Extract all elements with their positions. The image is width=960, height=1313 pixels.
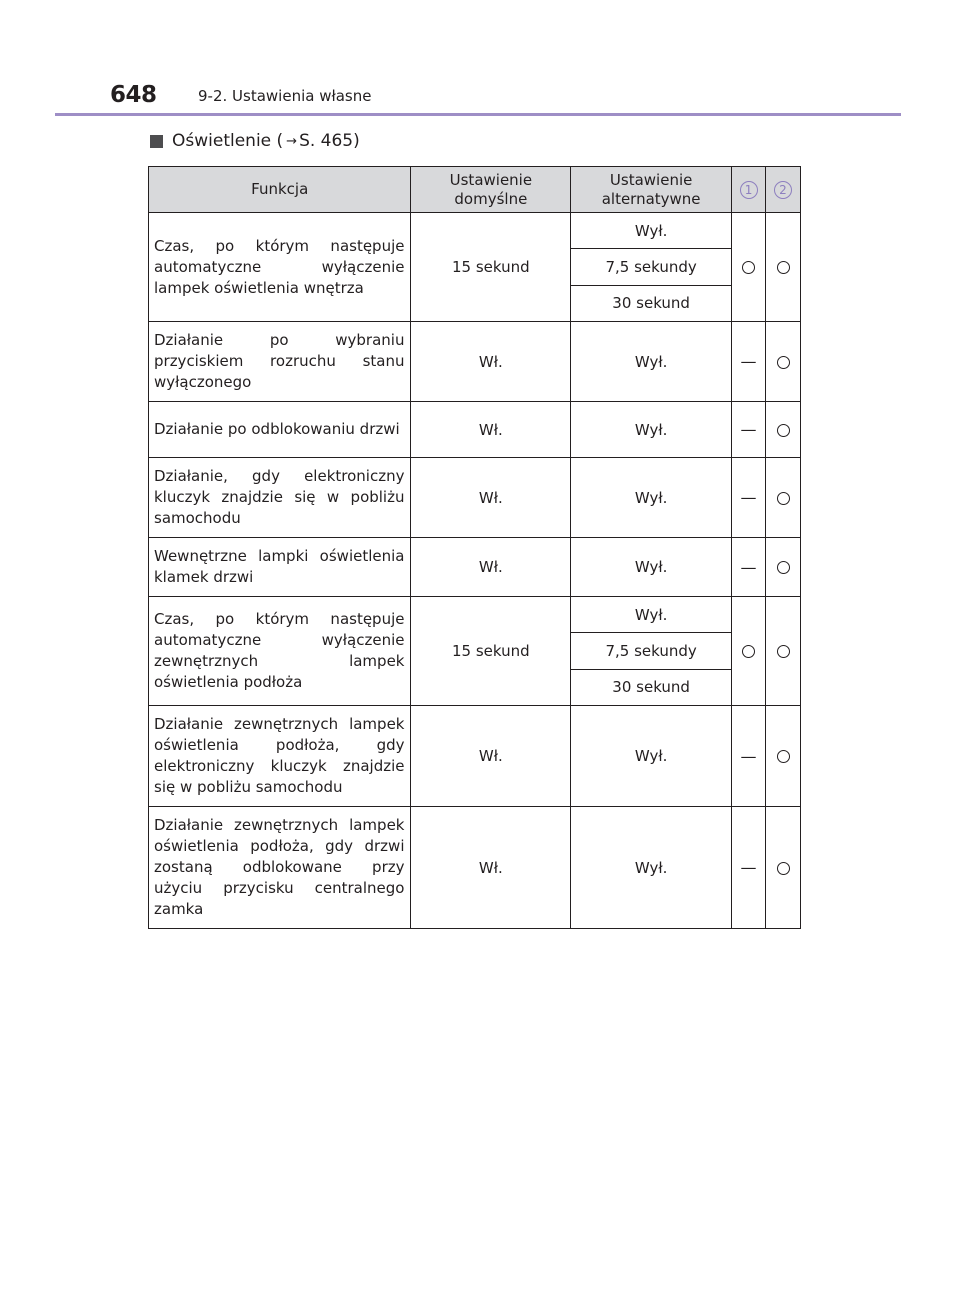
cell-default: 15 sekund bbox=[411, 597, 571, 706]
cell-alternative: Wył. bbox=[571, 322, 732, 402]
circle-available-icon bbox=[777, 561, 790, 574]
column-header-default: Ustawienie domyślne bbox=[411, 167, 571, 213]
cell-c1 bbox=[732, 458, 766, 538]
cell-c1 bbox=[732, 402, 766, 458]
cell-default: Wł. bbox=[411, 538, 571, 597]
settings-table bbox=[148, 166, 801, 929]
cell-c2 bbox=[766, 213, 801, 322]
table-row bbox=[149, 538, 801, 597]
dash-unavailable-icon: — bbox=[740, 352, 757, 371]
cell-c1 bbox=[732, 807, 766, 929]
cell-c2 bbox=[766, 458, 801, 538]
cell-function: Działanie po wybraniu przyciskiem rozruchu stanu wyłączonego bbox=[149, 322, 411, 402]
circle-available-icon bbox=[742, 645, 755, 658]
column-header-function: Funkcja bbox=[149, 167, 411, 213]
circle-available-icon bbox=[777, 492, 790, 505]
cell-c2 bbox=[766, 807, 801, 929]
heading-page-ref[interactable]: S. 465) bbox=[299, 131, 360, 151]
cell-c1 bbox=[732, 213, 766, 322]
circle-available-icon bbox=[777, 261, 790, 274]
section-heading bbox=[150, 131, 360, 151]
header-rule bbox=[55, 113, 901, 116]
dash-unavailable-icon: — bbox=[740, 420, 757, 439]
cell-default: Wł. bbox=[411, 322, 571, 402]
dash-unavailable-icon: — bbox=[740, 746, 757, 766]
column-header-1 bbox=[732, 167, 766, 213]
table-header-row bbox=[149, 167, 801, 213]
cell-alternative: Wył. bbox=[571, 597, 732, 633]
cell-c2 bbox=[766, 538, 801, 597]
cell-alternative: Wył. bbox=[571, 402, 732, 458]
cell-alternative: Wył. bbox=[571, 458, 732, 538]
heading-text: Oświetlenie ( bbox=[172, 131, 284, 151]
cell-function: Czas, po którym następuje automatyczne wyłączenie lampek oświetlenia wnętrza bbox=[149, 213, 411, 322]
cell-c1 bbox=[732, 538, 766, 597]
cell-alternative: Wył. bbox=[571, 807, 732, 929]
circle-available-icon bbox=[777, 645, 790, 658]
circle-available-icon bbox=[777, 862, 790, 875]
circle-available-icon bbox=[777, 750, 790, 763]
cell-alternative: Wył. bbox=[571, 538, 732, 597]
section-title: 9-2. Ustawienia własne bbox=[198, 87, 372, 105]
cell-alternative: Wył. bbox=[571, 213, 732, 249]
circle-available-icon bbox=[777, 356, 790, 369]
cell-c2 bbox=[766, 706, 801, 807]
cell-c1 bbox=[732, 322, 766, 402]
table-body bbox=[149, 213, 801, 929]
cell-alternative: Wył. bbox=[571, 706, 732, 807]
circle-available-icon bbox=[742, 261, 755, 274]
page-number: 648 bbox=[110, 82, 157, 108]
column-header-2 bbox=[766, 167, 801, 213]
cell-function: Działanie, gdy elektroniczny kluczyk znajdzie się w pobliżu samochodu bbox=[149, 458, 411, 538]
cell-alternative: 30 sekund bbox=[571, 669, 732, 705]
page-header bbox=[110, 82, 900, 112]
cell-default: 15 sekund bbox=[411, 213, 571, 322]
cell-c1 bbox=[732, 597, 766, 706]
table-row bbox=[149, 213, 801, 249]
cell-alternative: 7,5 sekundy bbox=[571, 633, 732, 669]
table-row bbox=[149, 402, 801, 458]
cell-function: Działanie zewnętrznych lampek oświetlenia podłoża, gdy drzwi zostaną odblokowane przy użyciu przycisku centralnego zamka bbox=[149, 807, 411, 929]
cell-default: Wł. bbox=[411, 402, 571, 458]
cell-default: Wł. bbox=[411, 807, 571, 929]
table-row bbox=[149, 706, 801, 807]
cell-function: Działanie zewnętrznych lampek oświetlenia podłoża, gdy elektroniczny kluczyk znajdzie się w pobliżu samochodu bbox=[149, 706, 411, 807]
table-row bbox=[149, 322, 801, 402]
cell-function: Czas, po którym następuje automatyczne wyłączenie zewnętrznych lampek oświetlenia podłoża bbox=[149, 597, 411, 706]
circled-number-2-icon: 2 bbox=[774, 181, 792, 199]
dash-unavailable-icon: — bbox=[740, 858, 757, 877]
cell-alternative: 30 sekund bbox=[571, 285, 732, 321]
square-bullet-icon bbox=[150, 135, 163, 148]
column-header-alternative: Ustawienie alternatywne bbox=[571, 167, 732, 213]
circled-number-1-icon: 1 bbox=[740, 181, 758, 199]
dash-unavailable-icon: — bbox=[740, 557, 757, 577]
table-row bbox=[149, 807, 801, 929]
cell-function: Działanie po odblokowaniu drzwi bbox=[149, 402, 411, 458]
cell-default: Wł. bbox=[411, 706, 571, 807]
cell-function: Wewnętrzne lampki oświetlenia klamek drzwi bbox=[149, 538, 411, 597]
dash-unavailable-icon: — bbox=[740, 488, 757, 507]
arrow-right-icon: → bbox=[286, 133, 298, 149]
cell-c2 bbox=[766, 597, 801, 706]
cell-c2 bbox=[766, 322, 801, 402]
circle-available-icon bbox=[777, 424, 790, 437]
cell-alternative: 7,5 sekundy bbox=[571, 249, 732, 285]
cell-c2 bbox=[766, 402, 801, 458]
cell-default: Wł. bbox=[411, 458, 571, 538]
table-row bbox=[149, 458, 801, 538]
cell-c1 bbox=[732, 706, 766, 807]
table-row bbox=[149, 597, 801, 633]
